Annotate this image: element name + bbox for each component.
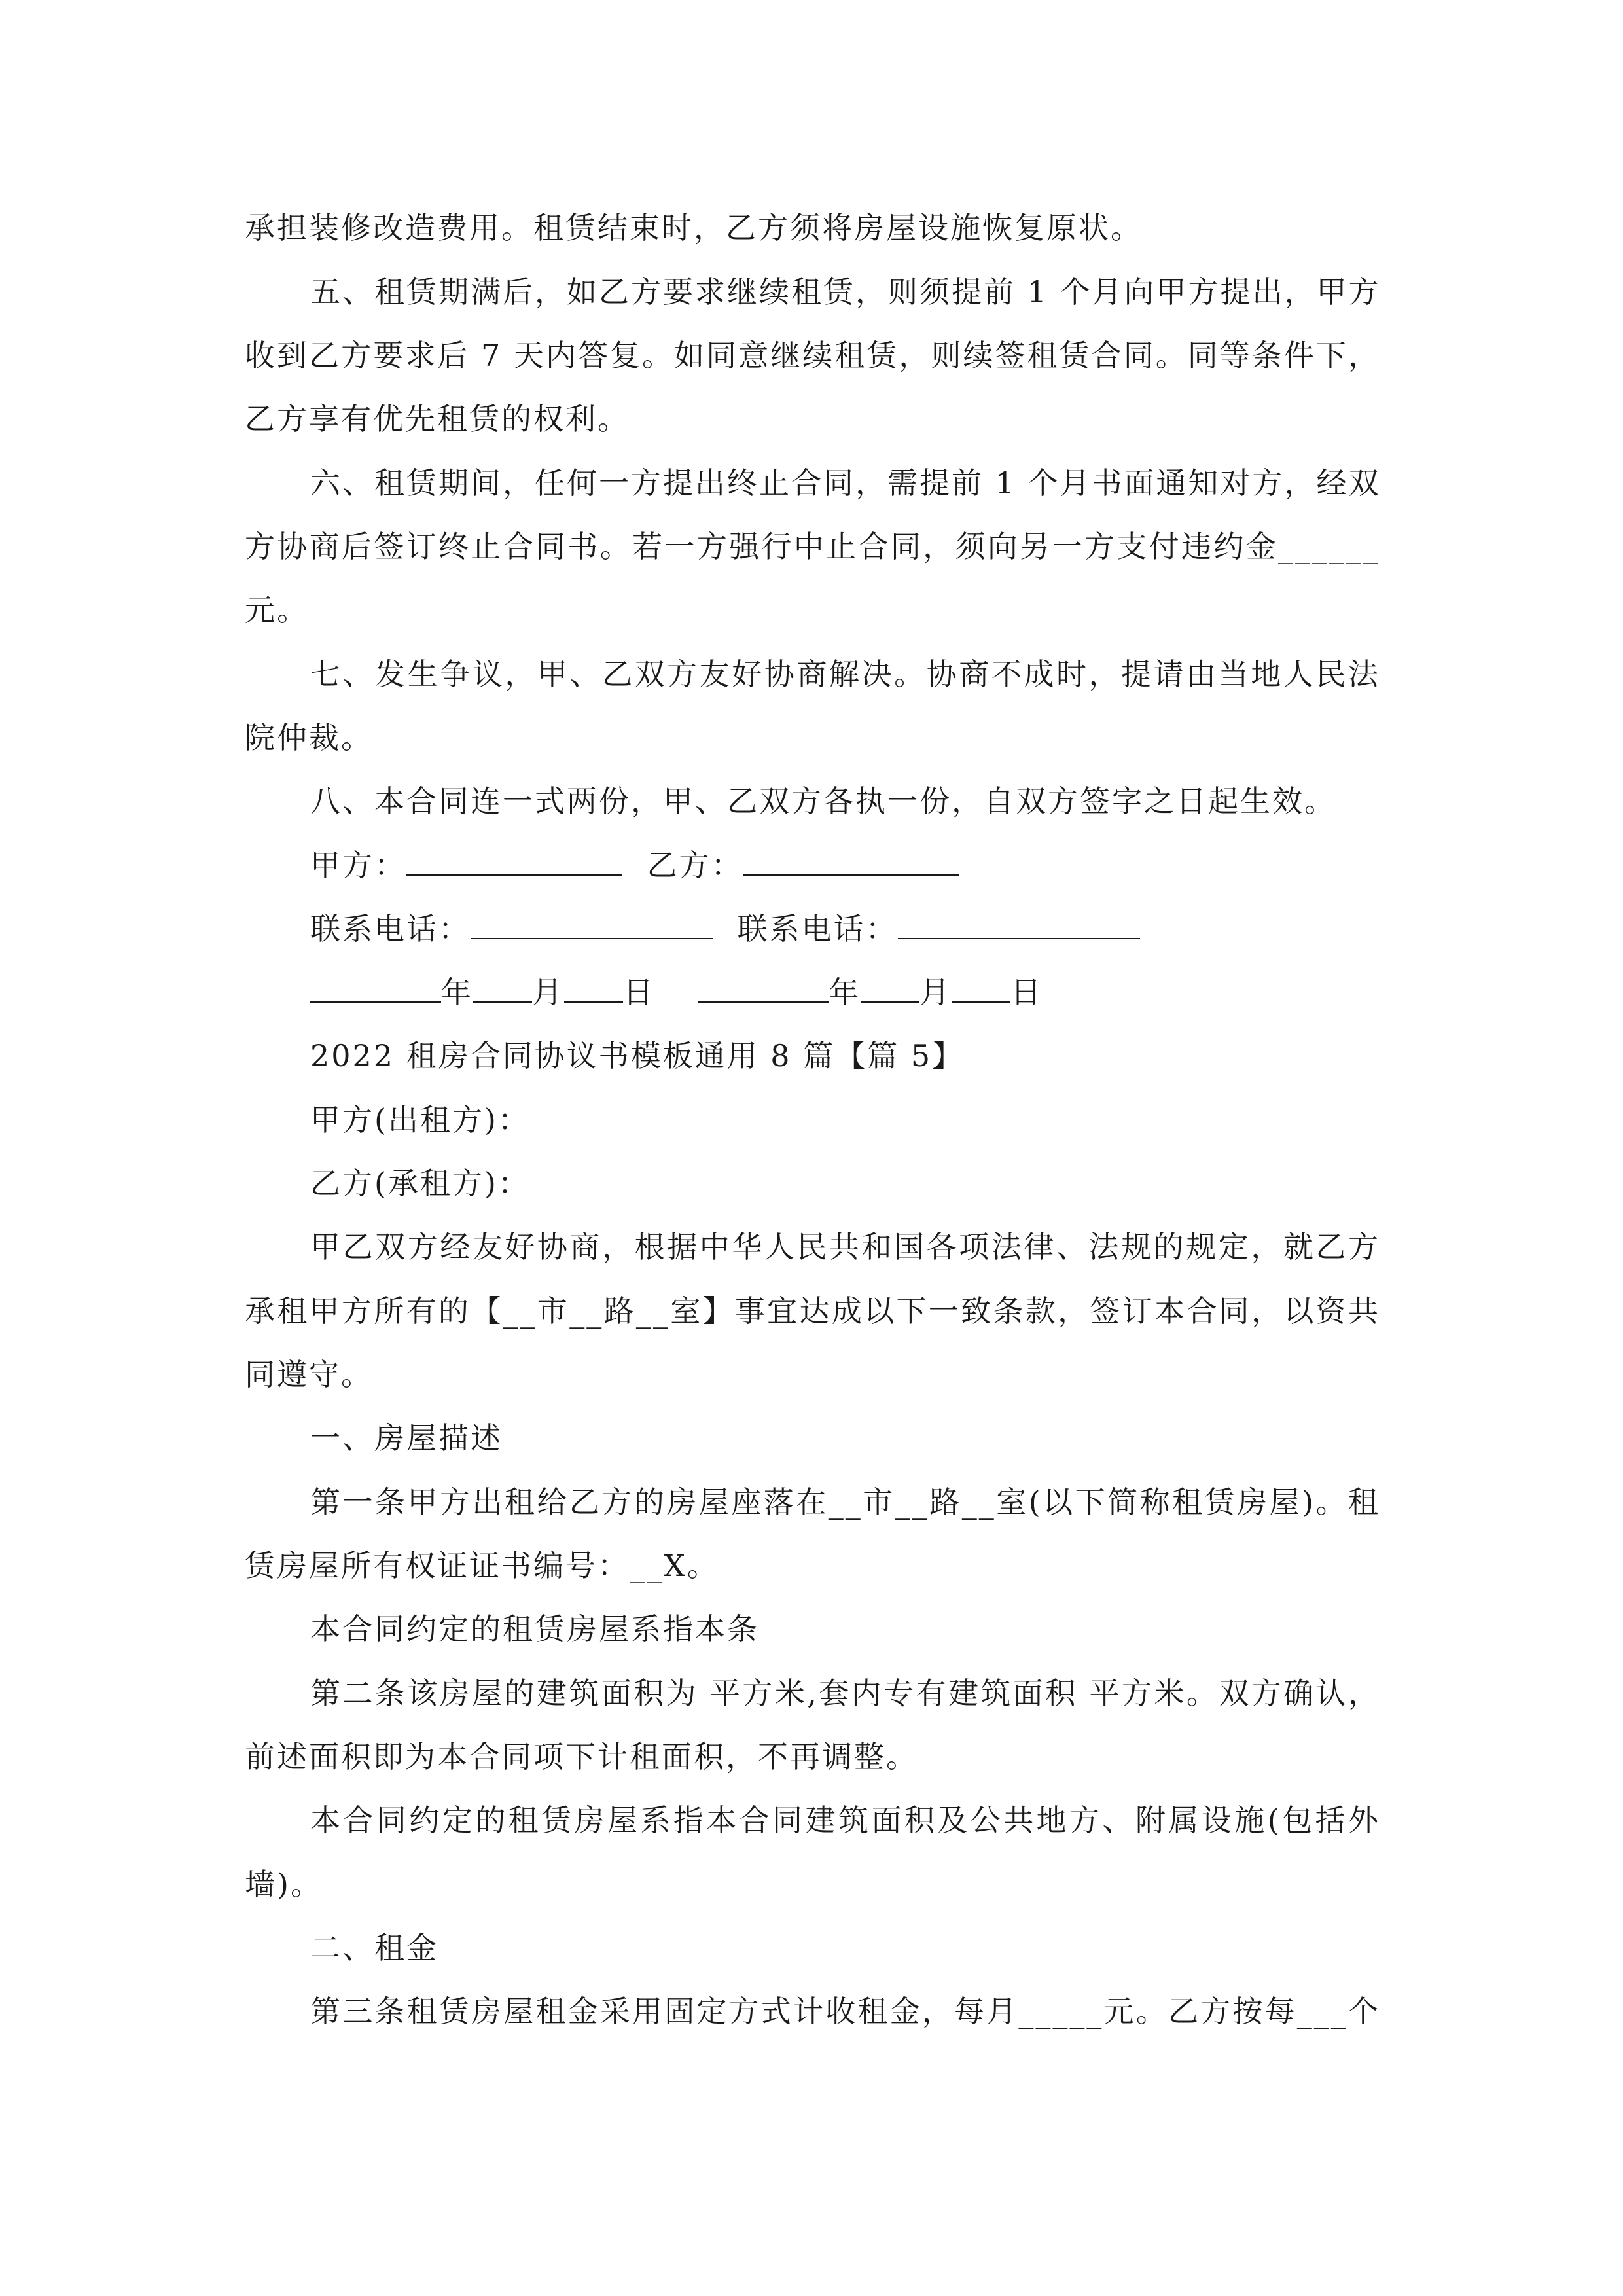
- year-blank: [310, 973, 441, 1003]
- month-label: 月: [532, 975, 564, 1010]
- paragraph-line: 甲乙双方经友好协商，根据中华人民共和国各项法律、法规的规定，就乙方: [310, 1229, 1380, 1265]
- day-label: 日: [623, 975, 655, 1010]
- year-label: 年: [829, 975, 861, 1010]
- month-label: 月: [919, 975, 952, 1010]
- day-blank: [564, 973, 623, 1003]
- paragraph-line: 六、租赁期间，任何一方提出终止合同，需提前 1 个月书面通知对方，经双: [310, 465, 1381, 501]
- phone-b-label: 联系电话：: [737, 911, 898, 946]
- paragraph-line: 赁房屋所有权证证书编号：__X。: [245, 1548, 719, 1583]
- paragraph-line: 方协商后签订终止合同书。若一方强行中止合同，须向另一方支付违约金______: [245, 529, 1380, 564]
- paragraph-line: 前述面积即为本合同项下计租面积，不再调整。: [245, 1739, 918, 1774]
- paragraph-line: 承担装修改造费用。租赁结束时，乙方须将房屋设施恢复原状。: [245, 210, 1143, 245]
- section-heading: 一、房屋描述: [310, 1420, 503, 1456]
- day-blank: [952, 973, 1010, 1003]
- signature-date-row: [310, 973, 1380, 1012]
- month-blank: [861, 973, 919, 1003]
- paragraph-line: 第一条甲方出租给乙方的房屋座落在__市__路__室(以下简称租赁房屋)。租: [310, 1484, 1380, 1520]
- paragraph-line: 本合同约定的租赁房屋系指本合同建筑面积及公共地方、附属设施(包括外: [310, 1803, 1380, 1838]
- day-label: 日: [1010, 975, 1043, 1010]
- paragraph-line: 元。: [245, 592, 309, 628]
- year-blank: [698, 973, 829, 1003]
- paragraph-line: 承租甲方所有的【__市__路__室】事宜达成以下一致条款，签订本合同，以资共: [245, 1293, 1380, 1329]
- paragraph-line: 第二条该房屋的建筑面积为 平方米,套内专有建筑面积 平方米。双方确认，: [310, 1676, 1380, 1711]
- section-title: 2022 租房合同协议书模板通用 8 篇【篇 5】: [310, 1038, 965, 1073]
- paragraph-line: 乙方享有优先租赁的权利。: [245, 401, 630, 437]
- party-a-blank: [406, 846, 622, 876]
- party-a-label: 甲方：: [310, 848, 406, 883]
- paragraph-line: 本合同约定的租赁房屋系指本条: [310, 1611, 759, 1647]
- paragraph-line: 八、本合同连一式两份，甲、乙双方各执一份，自双方签字之日起生效。: [310, 783, 1336, 819]
- month-blank: [473, 973, 532, 1003]
- paragraph-line: 甲方(出租方)：: [310, 1102, 530, 1138]
- phone-a-blank: [471, 909, 713, 939]
- section-heading: 二、租金: [310, 1930, 438, 1965]
- paragraph-line: 五、租赁期满后，如乙方要求继续租赁，则须提前 1 个月向甲方提出，甲方: [310, 274, 1381, 310]
- paragraph-line: 第三条租赁房屋租金采用固定方式计收租金，每月_____元。乙方按每___个: [310, 1994, 1380, 2029]
- phone-a-label: 联系电话：: [310, 911, 471, 946]
- party-b-label: 乙方：: [647, 848, 743, 883]
- party-b-blank: [743, 846, 959, 876]
- paragraph-line: 七、发生争议，甲、乙双方友好协商解决。协商不成时，提请由当地人民法: [310, 656, 1380, 692]
- paragraph-line: 墙)。: [245, 1867, 323, 1902]
- signature-phone-row: [310, 909, 1380, 948]
- paragraph-line: 乙方(承租方)：: [310, 1166, 530, 1201]
- paragraph-line: 院仲裁。: [245, 720, 373, 755]
- phone-b-blank: [898, 909, 1140, 939]
- paragraph-line: 收到乙方要求后 7 天内答复。如同意继续租赁，则续签租赁合同。同等条件下，: [245, 338, 1380, 373]
- signature-parties-row: [310, 846, 1380, 885]
- paragraph-line: 同遵守。: [245, 1357, 373, 1392]
- year-label: 年: [441, 975, 473, 1010]
